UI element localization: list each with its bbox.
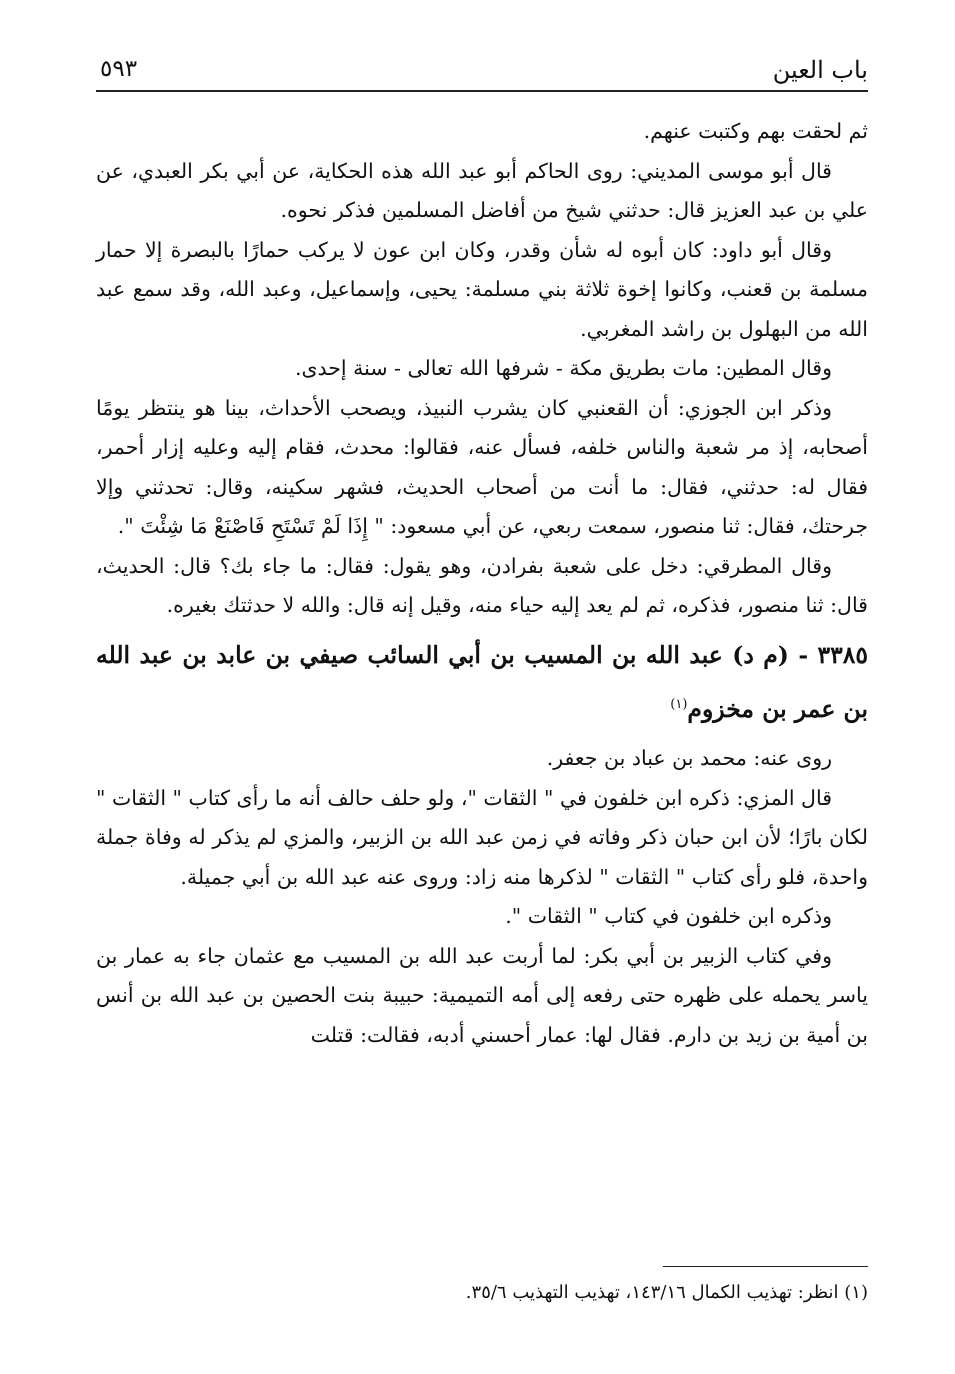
paragraph: وذكر ابن الجوزي: أن القعنبي كان يشرب النبيذ، ويصحب الأحداث، بينا هو ينتظر يومًا أصحابه، إذ مر شعبة والناس خلفه، فسأل عنه، فقالوا: محدث، فقام إليه وعليه إزار أحمر، فقال له: حدثني، فقال: ما أنت من أصحاب الحديث، فشهر سكينه، وقال: تحدثني وإلا جرحتك، فقال: ثنا منصور، سمعت ربعي، عن أبي مسعود: " إِذَا لَمْ تَسْتَحِ فَاصْنَعْ مَا شِئْتَ ". [96, 395, 868, 538]
paragraph: قال أبو موسى المديني: روى الحاكم أبو عبد الله هذه الحكاية، عن أبي بكر العبدي، عن علي بن عبد العزيز قال: حدثني شيخ من أفاضل المسلمين فذكر نحوه. [96, 158, 868, 222]
footnote-ref: (١) [670, 696, 688, 712]
book-page [96, 40, 868, 1340]
entry-heading-text: ٣٣٨٥ - (م د) عبد الله بن المسيب بن أبي السائب صيفي بن عابد بن عبد الله بن عمر بن مخزوم [96, 640, 868, 723]
running-title: باب العين [772, 56, 868, 84]
entry-heading [96, 630, 868, 734]
paragraph: ثم لحقت بهم وكتبت عنهم. [643, 119, 868, 143]
running-header [96, 40, 868, 92]
paragraph: قال المزي: ذكره ابن خلفون في " الثقات "، ولو حلف حالف أنه ما رأى كتاب " الثقات " لكان بارًا؛ لأن ابن حبان ذكر وفاته في زمن عبد الله بن الزبير، والمزي لم يذكر له وفاة جملة واحدة، فلو رأى كتاب " الثقات " لذكرها منه زاد: وروى عنه عبد الله بن أبي جميلة. [96, 785, 868, 889]
footnote-divider [663, 1266, 868, 1267]
paragraph: وقال أبو داود: كان أبوه له شأن وقدر، وكان ابن عون لا يركب حمارًا بالبصرة إلا حمار مسلمة بن قعنب، وكانوا إخوة ثلاثة بني مسلمة: يحيى، وإسماعيل، وعبد الله، وقد سمع عبد الله من البهلول بن راشد المغربي. [96, 237, 868, 341]
page-number: ٥٩٣ [100, 56, 138, 82]
page-body [96, 112, 868, 1055]
paragraph: وقال المطرقي: دخل على شعبة بفرادن، وهو يقول: فقال: ما جاء بك؟ قال: الحديث، قال: ثنا منصور، فذكره، ثم لم يعد إليه حياء منه، وقيل إنه قال: والله لا حدثتك بغيره. [96, 553, 868, 617]
paragraph: وفي كتاب الزبير بن أبي بكر: لما أربت عبد الله بن المسيب مع عثمان جاء به عمار بن ياسر يحمله على ظهره حتى رفعه إلى أمه التميمية: حبيبة بنت الحصين بن عبد الله بن أنس بن أمية بن زيد بن دارم. فقال لها: عمار أحسني أدبه، فقالت: قتلت [96, 943, 868, 1047]
paragraph: وقال المطين: مات بطريق مكة - شرفها الله تعالى - سنة إحدى. [294, 356, 832, 380]
paragraph: وذكره ابن خلفون في كتاب " الثقات ". [505, 904, 832, 929]
paragraph: روى عنه: محمد بن عباد بن جعفر. [546, 746, 832, 771]
footnote: (١) انظر: تهذيب الكمال ١٤٣/١٦، تهذيب التهذيب ٣٥/٦. [465, 1282, 868, 1303]
